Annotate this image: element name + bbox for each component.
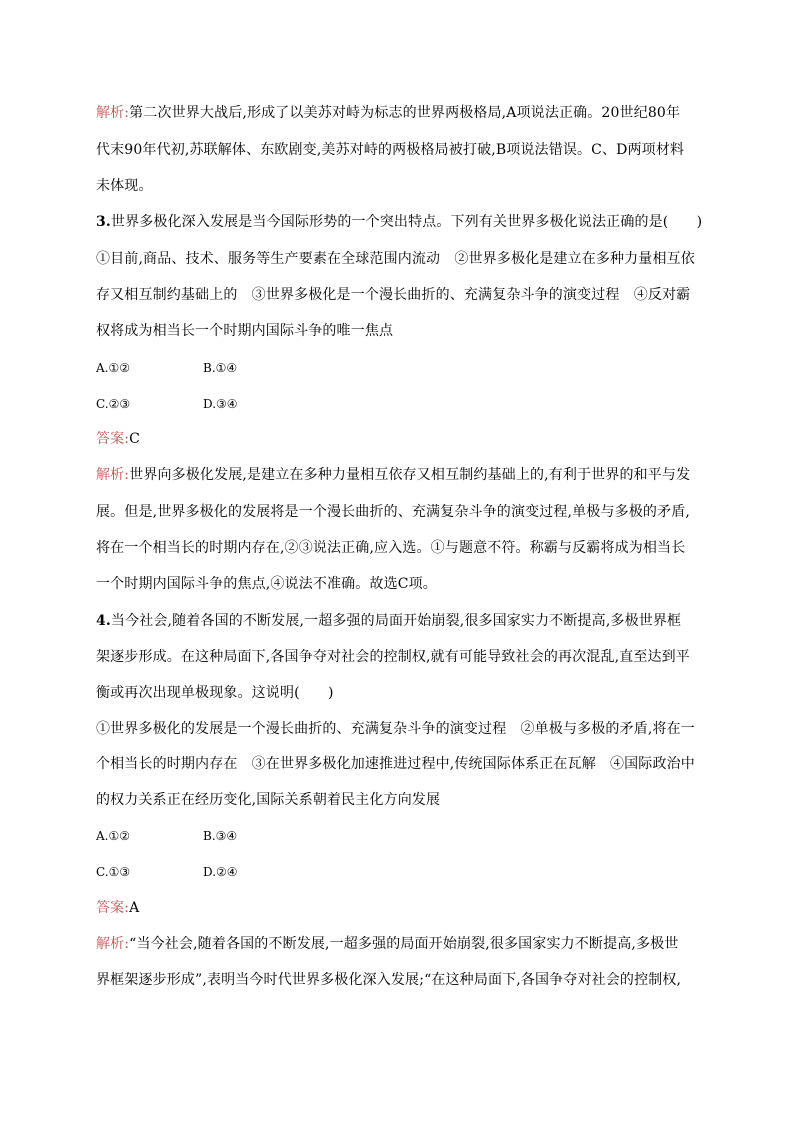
analysis-label: 解析: — [96, 105, 130, 121]
option-d: D.③④ — [203, 397, 238, 411]
option-c: C.①③ — [96, 865, 131, 879]
question-4-line: 的权力关系正在经历变化,国际关系朝着民主化方向发展 — [96, 792, 441, 808]
answer-value: A — [129, 900, 140, 916]
analysis-label: 解析: — [96, 936, 130, 952]
analysis-line: 将在一个相当长的时期内存在,②③说法正确,应入选。①与题意不符。称霸与反霸将成为相当长 — [96, 540, 686, 556]
analysis-line: 展。但是,世界多极化的发展将是一个漫长曲折的、充满复杂斗争的演变过程,单极与多极的矛盾, — [96, 504, 690, 520]
analysis-line: 界框架逐步形成”,表明当今时代世界多极化深入发展;“在这种局面下,各国争夺对社会的控制权, — [96, 972, 682, 988]
question-4-line: 架逐步形成。在这种局面下,各国争夺对社会的控制权,就有可能导致社会的再次混乱,直至达到平 — [96, 649, 690, 665]
analysis-line: 一个时期内国际斗争的焦点,④说法不准确。故选C项。 — [96, 576, 437, 592]
option-a: A.①② — [96, 361, 130, 375]
analysis-line: 解析:“当今社会,随着各国的不断发展,一超多强的局面开始崩裂,很多国家实力不断提高,多极世 — [96, 936, 679, 952]
question-4-line: ①世界多极化的发展是一个漫长曲折的、充满复杂斗争的演变过程 ②单极与多极的矛盾,将在一 — [96, 721, 695, 737]
answer-label: 答案: — [96, 431, 130, 447]
analysis-line: 解析:世界向多极化发展,是建立在多种力量相互依存又相互制约基础上的,有利于世界的和平与发 — [96, 467, 691, 483]
analysis-line: 代末90年代初,苏联解体、东欧剧变,美苏对峙的两极格局被打破,B项说法错误。C、D两项材料 — [96, 142, 685, 158]
question-3-line: 权将成为相当长一个时期内国际斗争的唯一焦点 — [96, 323, 394, 339]
question-4-stem: 4.当今社会,随着各国的不断发展,一超多强的局面开始崩裂,很多国家实力不断提高,多极世界框 — [96, 613, 682, 629]
analysis-line: 未体现。 — [96, 178, 153, 194]
answer-label: 答案: — [96, 900, 130, 916]
answer-line — [96, 430, 716, 448]
question-3-line: 存又相互制约基础上的 ③世界多极化是一个漫长曲折的、充满复杂斗争的演变过程 ④反对霸 — [96, 287, 691, 303]
option-c: C.②③ — [96, 397, 131, 411]
question-4-line: 个相当长的时期内存在 ③在世界多极化加速推进过程中,传统国际体系正在瓦解 ④国际政治中 — [96, 756, 695, 772]
analysis-line: 解析:第二次世界大战后,形成了以美苏对峙为标志的世界两极格局,A项说法正确。20世纪80年 — [96, 105, 681, 121]
question-3-line: ①目前,商品、技术、服务等生产要素在全球范围内流动 ②世界多极化是建立在多种力量相互依 — [96, 251, 695, 267]
question-4-line: 衡或再次出现单极现象。这说明( ) — [96, 685, 334, 701]
answer-line — [96, 899, 716, 917]
option-b: B.①④ — [203, 361, 238, 375]
option-b: B.③④ — [203, 829, 238, 843]
option-a: A.①② — [96, 829, 130, 843]
option-d: D.②④ — [203, 865, 238, 879]
analysis-label: 解析: — [96, 467, 130, 483]
question-3-stem: 3.世界多极化深入发展是当今国际形势的一个突出特点。下列有关世界多极化说法正确的是( ) — [96, 214, 703, 230]
question-number: 3. — [96, 214, 111, 230]
answer-value: C — [129, 431, 141, 447]
question-number: 4. — [96, 613, 111, 629]
